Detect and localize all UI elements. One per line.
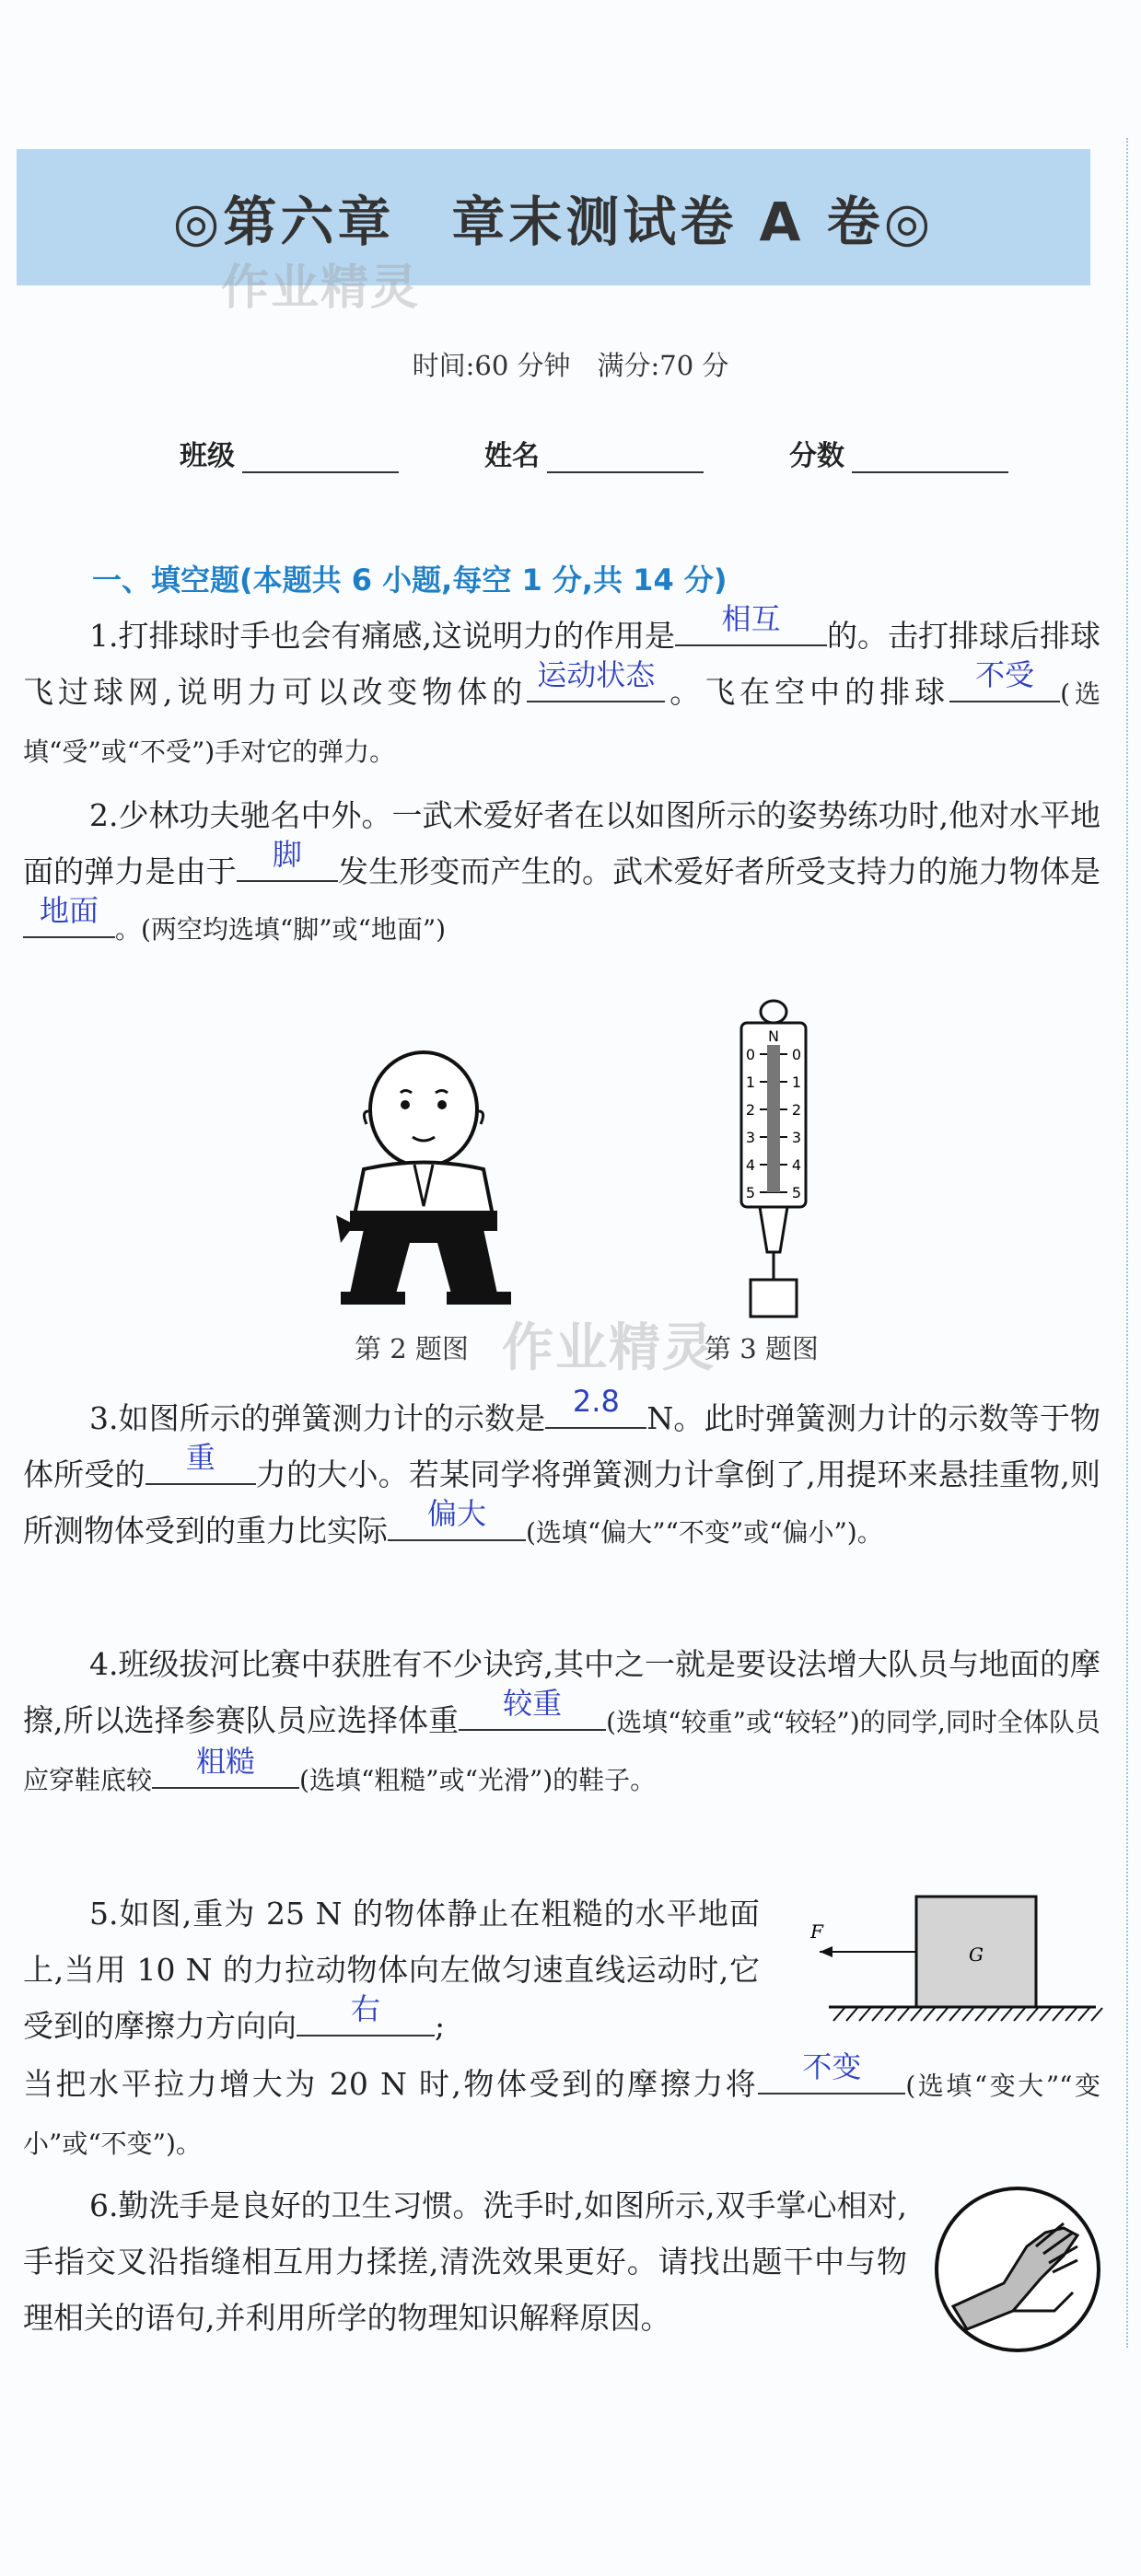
hatch-line [988,2008,999,2021]
spring-scale-figure [723,999,824,1330]
hatch-line [924,2008,935,2021]
watermark: 作业精灵 [221,261,421,316]
gauge-tick-label: 5 [791,1184,802,1201]
gauge-tick-label: 1 [745,1073,756,1091]
answer-blank[interactable]: 不受 [949,664,1060,702]
hatch-line [1065,2008,1077,2021]
gauge-tick-label: 4 [745,1156,756,1174]
gauge-tick-label: 3 [791,1129,802,1146]
force-label: F [810,1920,823,1943]
student-info [180,433,1008,473]
answer-blank[interactable]: 相互 [675,608,827,646]
martial-artist-figure [313,1045,534,1312]
block-force-figure [810,1887,1105,2025]
hatch-line [1040,2008,1051,2021]
question-2: 2.少林功夫驰名中外。一武术爱好者在以如图所示的姿势练功时,他对水平地面的弹力是由于 脚 发生形变而产生的。武术爱好者所受支持力的施力物体是 地面 。(两空均选填“脚”或“地面”) [23,797,1100,945]
ground-hatch [833,2008,1102,2021]
block-label: G [969,1944,984,1966]
hatch-line [911,2008,922,2021]
hatch-line [1078,2008,1089,2021]
gauge-tick-label: 0 [745,1046,756,1063]
name-field[interactable]: 姓名 [484,433,704,473]
hatch-line [1091,2008,1102,2021]
answer-blank[interactable]: 脚 [237,843,338,882]
answer-blank[interactable]: 偏大 [388,1503,526,1541]
answer-blank[interactable]: 右 [297,1998,435,2036]
answer-blank[interactable]: 2.8 [545,1390,646,1429]
hatch-line [872,2008,883,2021]
hatch-line [937,2008,948,2021]
gauge-tick-label: 2 [791,1101,802,1119]
gauge-tick-label: 1 [791,1073,802,1091]
gauge-tick-label: 3 [745,1129,756,1146]
hatch-line [949,2008,961,2021]
question-5: 5.如图,重为 25 N 的物体静止在粗糙的水平地面上,当用 10 N 的力拉动物体向左做匀速直线运动时,它受到的摩擦力方向向 右 ; [23,1896,760,2044]
hatch-line [975,2008,986,2021]
score-field[interactable]: 分数 [789,433,1008,473]
gauge-tick-label: 4 [791,1156,802,1174]
figure-3-caption: 第 3 题图 [704,1333,819,1364]
question-4: 4.班级拔河比赛中获胜有不少诀窍,其中之一就是要设法增大队员与地面的摩擦,所以选择参赛队员应选择体重 较重 (选填“较重”或“较轻”)的同学,同时全体队员应穿鞋底较 粗糙 (选填“粗糙”或“光滑”)的鞋子。 [23,1646,1100,1795]
hatch-line [846,2008,857,2021]
question-1: 1.打排球时手也会有痛感,这说明力的作用是 相互 的。击打排球后排球飞过球网,说明力可以改变物体的 运动状态 。飞在空中的排球 不受 (选填“受”或“不受”)手对它的弹力。 [23,601,1101,767]
hatch-line [885,2008,896,2021]
question-3: 3.如图所示的弹簧测力计的示数是 2.8 N。此时弹簧测力计的示数等于物体所受的 重 力的大小。若某同学将弹簧测力计拿倒了,用提环来悬挂重物,则所测物体受到的重力比实际 偏大 (选填“偏大”“不变”或“偏小”)。 [23,1384,1101,1549]
answer-blank[interactable]: 地面 [23,899,115,938]
answer-blank[interactable]: 不变 [758,2056,905,2094]
hand-washing-figure [926,2182,1110,2357]
hatch-line [859,2008,870,2021]
gauge-unit: N [768,1027,779,1045]
hatch-line [1027,2008,1038,2021]
figure-2-caption: 第 2 题图 [355,1333,469,1364]
gauge-tick-label: 2 [745,1101,756,1119]
watermark: 作业精灵 [502,1318,716,1378]
section-title: 一、填空题(本题共 6 小题,每空 1 分,共 14 分) [92,563,728,598]
gauge-tick-label: 5 [745,1184,756,1201]
hatch-line [1001,2008,1012,2021]
page-edge [1126,138,1141,2348]
hatch-line [898,2008,909,2021]
answer-blank[interactable]: 粗糙 [152,1750,299,1789]
question-6: 6.勤洗手是良好的卫生习惯。洗手时,如图所示,双手掌心相对,手指交叉沿指缝相互用力揉搓,清洗效果更好。请找出题干中与物理相关的语句,并利用所学的物理知识解释原因。 [23,2187,907,2336]
answer-blank[interactable]: 较重 [459,1692,606,1731]
page-title: ◎第六章 章末测试卷 A 卷◎ [172,191,935,253]
gauge-tick-label: 0 [791,1046,802,1063]
hatch-line [1053,2008,1064,2021]
class-field[interactable]: 班级 [180,433,399,473]
hatch-line [833,2008,844,2021]
title-banner [17,149,1090,285]
answer-blank[interactable]: 运动状态 [527,664,665,702]
hatch-line [1014,2008,1025,2021]
hatch-line [962,2008,973,2021]
exam-meta: 时间:60 分钟 满分:70 分 [412,350,729,381]
question-5-continued: 当把水平拉力增大为 20 N 时,物体受到的摩擦力将 不变 (选填“变大”“变小”或“不变”)。 [23,2049,1100,2159]
answer-blank[interactable]: 重 [146,1446,256,1485]
